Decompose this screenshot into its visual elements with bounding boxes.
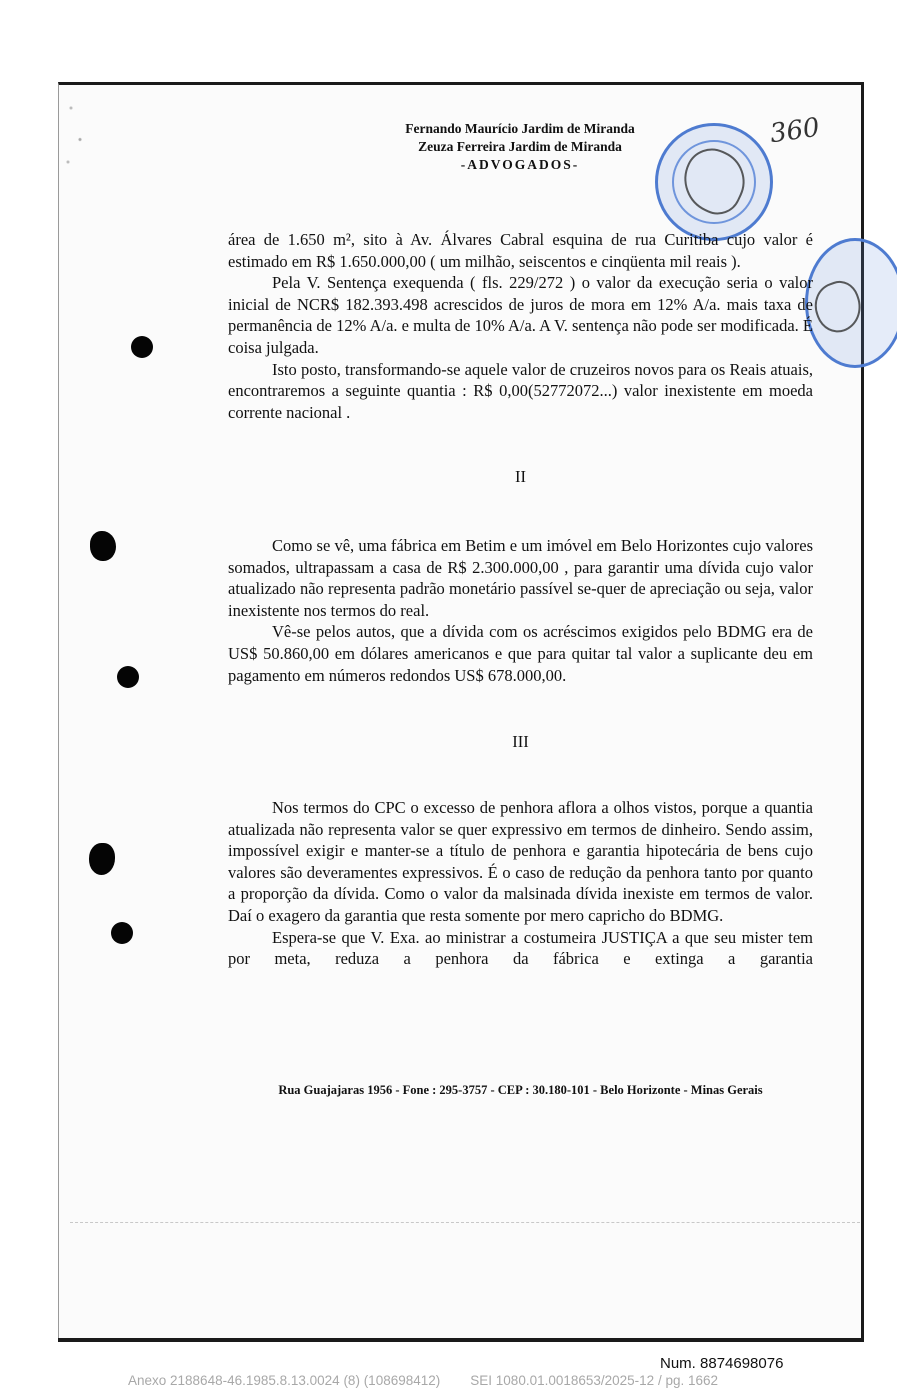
- annex-reference: Anexo 2188648-46.1985.8.13.0024 (8) (108698412): [128, 1373, 441, 1388]
- paragraph: Vê-se pelos autos, que a dívida com os acréscimos exigidos pelo BDMG era de US$ 50.860,00 em dólares americanos e que para quitar tal valor a suplicante deu em pagamento em números redondos US$ 678.000,00.: [228, 622, 813, 685]
- paragraph: área de 1.650 m², sito à Av. Álvares Cabral esquina de rua Curitiba cujo valor é estimado em R$ 1.650.000,00 ( um milhão, seiscentos e cinqüenta mil reais ).: [228, 230, 813, 271]
- lawyer-name-1: Fernando Maurício Jardim de Miranda: [405, 121, 635, 136]
- body-top: [228, 229, 813, 423]
- handwritten-page-number: 360: [768, 112, 822, 150]
- punch-hole-icon: [131, 336, 153, 358]
- paragraph: Pela V. Sentença exequenda ( fls. 229/272 ) o valor da execução seria o valor inicial de NCR$ 182.393.498 acrescidos de juros de mora em 12% A/a. mais taxa de permanência de 12% A/a. e multa de 10% A/a. A V. sentença não pode ser modificada. É coisa julgada.: [228, 273, 813, 357]
- document-number: Num. 8874698076: [660, 1355, 784, 1372]
- punch-hole-icon: [111, 922, 133, 944]
- section-ii-body: [228, 535, 813, 686]
- scan-fold-line: [70, 1222, 860, 1224]
- annex-line: [128, 1373, 778, 1388]
- section-heading-ii: II: [515, 467, 526, 486]
- section-iii-body: [228, 797, 813, 970]
- section-heading-iii: III: [512, 732, 529, 751]
- scan-bottom-edge: [58, 1338, 864, 1342]
- firm-label: -ADVOGADOS-: [460, 157, 580, 172]
- punch-hole-icon: [90, 531, 116, 561]
- paragraph: Espera-se que V. Exa. ao ministrar a costumeira JUSTIÇA a que seu mister tem por meta, reduza a penhora da fábrica e extinga a garantia: [228, 927, 813, 969]
- sei-reference: SEI 1080.01.0018653/2025-12 / pg. 1662: [470, 1373, 718, 1388]
- paragraph: Isto posto, transformando-se aquele valor de cruzeiros novos para os Reais atuais, encontraremos a seguinte quantia : R$ 0,00(52772072...) valor inexistente em moeda corrente nacional .: [228, 359, 813, 422]
- paragraph: Nos termos do CPC o excesso de penhora aflora a olhos vistos, porque a quantia atualizada não representa valor se quer expressivo em termos de dinheiro. Sendo assim, impossível exigir e manter-se a título de penhora e garantia hipotecária de bens cujo valores são deveramentes expressivos. É o caso de redução da penhora tanto por quanto a proporção da dívida. Como o valor da malsinada dívida inexiste em termos de valor. Daí o exagero da garantia que resta somente por mero capricho do BDMG.: [228, 798, 813, 925]
- paragraph: Como se vê, uma fábrica em Betim e um imóvel em Belo Horizontes cujo valores somados, ultrapassam a casa de R$ 2.300.000,00 , para garantir uma dívida cujo valor atualizado não representa padrão monetário passível se-quer de apreciação ou seja, valor inexistente nos termos do real.: [228, 536, 813, 620]
- punch-hole-icon: [117, 666, 139, 688]
- scan-specks: [62, 90, 92, 180]
- letterhead-footer: Rua Guajajaras 1956 - Fone : 295-3757 - CEP : 30.180-101 - Belo Horizonte - Minas Gerais: [278, 1083, 763, 1097]
- lawyer-name-2: Zeuza Ferreira Jardim de Miranda: [418, 139, 622, 154]
